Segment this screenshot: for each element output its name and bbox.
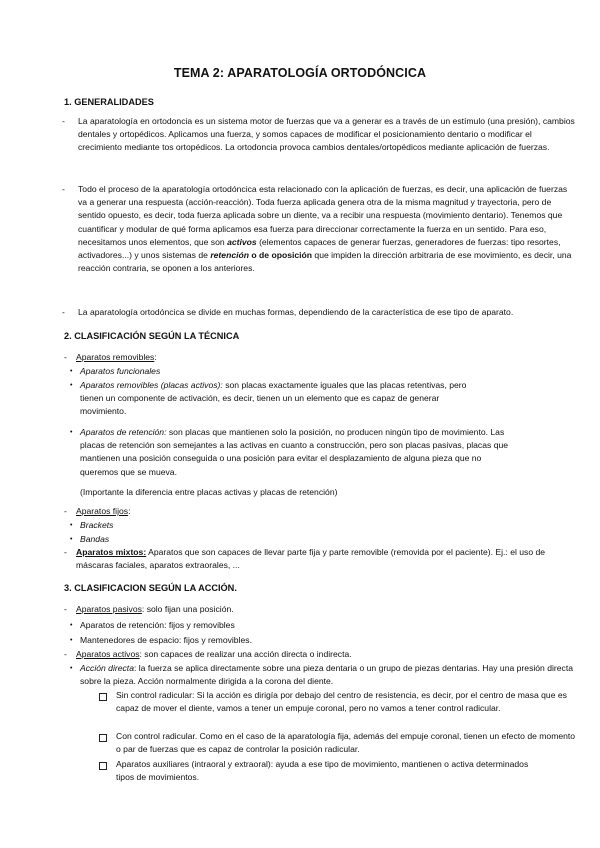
dot-bullet: • bbox=[70, 382, 73, 389]
item-ap-retencion: Aparatos de retención: fijos y removibles bbox=[80, 620, 235, 630]
paragraph-generalidades-2 bbox=[78, 183, 576, 275]
item-con-control-radicular: Con control radicular. Como en el caso de la aparatología fija, además del empuje coronal, tienen un efecto de momento o par de fuerzas que es capaz de controlar la posición radicular. bbox=[116, 731, 576, 755]
item-sin-control-radicular: Sin control radicular: Si la acción es dirigía por debajo del centro de resistencia, es decir, por el centro de masa que es capaz de mover el diente, vamos a tener un empuje coronal, pero no vamos a tener control radicular. bbox=[116, 690, 567, 714]
dot-bullet: • bbox=[70, 522, 73, 529]
label-retencion: Aparatos de retención: bbox=[80, 427, 167, 437]
dot-bullet: • bbox=[70, 637, 73, 644]
emphasis-activos: activos bbox=[227, 236, 257, 247]
label-activos: Aparatos activos bbox=[76, 649, 140, 659]
dash-bullet: - bbox=[62, 116, 65, 126]
item-aparatos-pasivos bbox=[76, 603, 234, 616]
item-placas-activos bbox=[80, 379, 480, 419]
text-run: son placas exactamente iguales que las placas retentivas, pero tienen un componente de activación, es decir, tienen un un elemento que es capaz de generar movimiento. bbox=[80, 380, 467, 417]
checkbox-bullet-icon bbox=[99, 734, 107, 742]
checkbox-bullet-icon bbox=[99, 762, 107, 770]
section-heading-generalidades: 1. GENERALIDADES bbox=[64, 97, 154, 107]
item-brackets: Brackets bbox=[80, 520, 114, 530]
label-removibles: Aparatos removibles bbox=[76, 352, 155, 362]
item-mantenedores: Mantenedores de espacio: fijos y removibles. bbox=[80, 635, 252, 645]
paragraph-generalidades-3: La aparatología ortodóncica se divide en muchas formas, dependiendo de la característica de ese tipo de aparato. bbox=[78, 307, 514, 317]
dash-bullet: - bbox=[64, 352, 67, 362]
label-mixtos: Aparatos mixtos: bbox=[76, 547, 147, 557]
dot-bullet: • bbox=[70, 368, 73, 375]
dash-bullet: - bbox=[62, 184, 65, 194]
item-aparatos-removibles bbox=[76, 351, 157, 364]
label-pasivos: Aparatos pasivos bbox=[76, 604, 142, 614]
checkbox-bullet-icon bbox=[99, 693, 107, 701]
text-run: : son capaces de realizar una acción directa o indirecta. bbox=[139, 649, 352, 659]
dot-bullet: • bbox=[70, 665, 73, 672]
text-run: que impiden la dirección arbitraria de ese movimiento, es decir, una reacción contraria, se oponen a los anteriores. bbox=[78, 250, 572, 274]
emphasis-retencion: retención bbox=[210, 250, 249, 261]
text-run: : la fuerza se aplica directamente sobre una pieza dentaria o un grupo de piezas dentarias. Hay una presión directa sobre la pieza. Acción normalmente dirigida a la corona del diente. bbox=[80, 663, 574, 687]
dash-bullet: - bbox=[64, 547, 67, 557]
item-aparatos-auxiliares: Aparatos auxiliares (intraoral y extraoral): ayuda a ese tipo de movimiento, mantienen o activa determinados tipos de movimientos. bbox=[116, 759, 529, 783]
paragraph-generalidades-1: La aparatología en ortodoncia es un sistema motor de fuerzas que va a generar es a través de un estímulo (una presión), cambios dentales y ortopédicos. Aplicamos una fuerza, y somos capaces de modificar el posicionamiento dentario o modificar el crecimiento mediante tos ortopédicos. La ortodoncia provoca cambios dentales/ortopédicos mediante aplicación de fuerzas. bbox=[78, 116, 575, 153]
section-heading-tecnica: 2. CLASIFICACIÓN SEGÚN LA TÉCNICA bbox=[64, 331, 240, 341]
dash-bullet: - bbox=[64, 649, 67, 659]
document-title: TEMA 2: APARATOLOGÍA ORTODÓNCICA bbox=[173, 66, 427, 80]
dash-bullet: - bbox=[64, 604, 67, 614]
note-importante: (Importante la diferencia entre placas activas y placas de retención) bbox=[80, 487, 338, 497]
dash-bullet: - bbox=[62, 307, 65, 317]
item-aparatos-fijos bbox=[76, 505, 130, 518]
item-aparatos-mixtos bbox=[76, 546, 578, 572]
text-run: Aparatos que son capaces de llevar parte fija y parte removible (removida por el paciente). Ej.: el uso de máscaras faciales, aparatos extraorales, ... bbox=[76, 547, 546, 571]
section-heading-accion: 3. CLASIFICACION SEGÚN LA ACCIÓN. bbox=[64, 583, 237, 593]
label-fijos: Aparatos fijos bbox=[76, 506, 129, 516]
label-placas-activos: Aparatos removibles (placas activos): bbox=[80, 380, 223, 390]
item-bandas: Bandas bbox=[80, 534, 110, 544]
item-aparatos-activos bbox=[76, 648, 352, 661]
text-run: Todo el proceso de la aparatología ortodóncica esta relacionado con la aplicación de fuerzas, es decir, una aplicación de fuerzas va a generar una respuesta (acción-reacción). Toda fuerza aplicada genera otra de la misma magnitud y trayectoria, pero de sentido opuesto, es decir, toda fuerza aplicada sobre un diente, va a recibir una respuesta (movimiento dentario). Tenemos que cuantificar y modular de qué forma aplicamos esa fuerza para direccionar correctamente la fuerza en un sentido. Para eso, necesitamos unos elementos, que son bbox=[78, 184, 568, 247]
dot-bullet: • bbox=[70, 622, 73, 629]
item-aparatos-retencion bbox=[80, 426, 516, 479]
text-run: son placas que mantienen solo la posición, no producen ningún tipo de movimiento. Las placas de retención son semejantes a las activas en cuanto a construcción, pero son placas pasivas, placas que mantienen una posición conseguida o una posición para evitar el desplazamiento de alguna pieza que no queremos que se mueva. bbox=[80, 427, 509, 477]
text-run: : solo fijan una posición. bbox=[141, 604, 234, 614]
item-accion-directa bbox=[80, 662, 578, 688]
colon: : bbox=[154, 352, 157, 362]
label-accion-directa: Acción directa bbox=[80, 663, 134, 673]
dash-bullet: - bbox=[64, 506, 67, 516]
text-run: (elementos capaces de generar fuerzas, generadores de fuerzas: tipo resortes, activadores...) y unos sistemas de bbox=[78, 236, 561, 261]
colon: : bbox=[128, 506, 131, 516]
emphasis-oposicion: o de oposición bbox=[249, 250, 313, 261]
dot-bullet: • bbox=[70, 429, 73, 436]
item-funcionales: Aparatos funcionales bbox=[80, 366, 161, 376]
dot-bullet: • bbox=[70, 536, 73, 543]
